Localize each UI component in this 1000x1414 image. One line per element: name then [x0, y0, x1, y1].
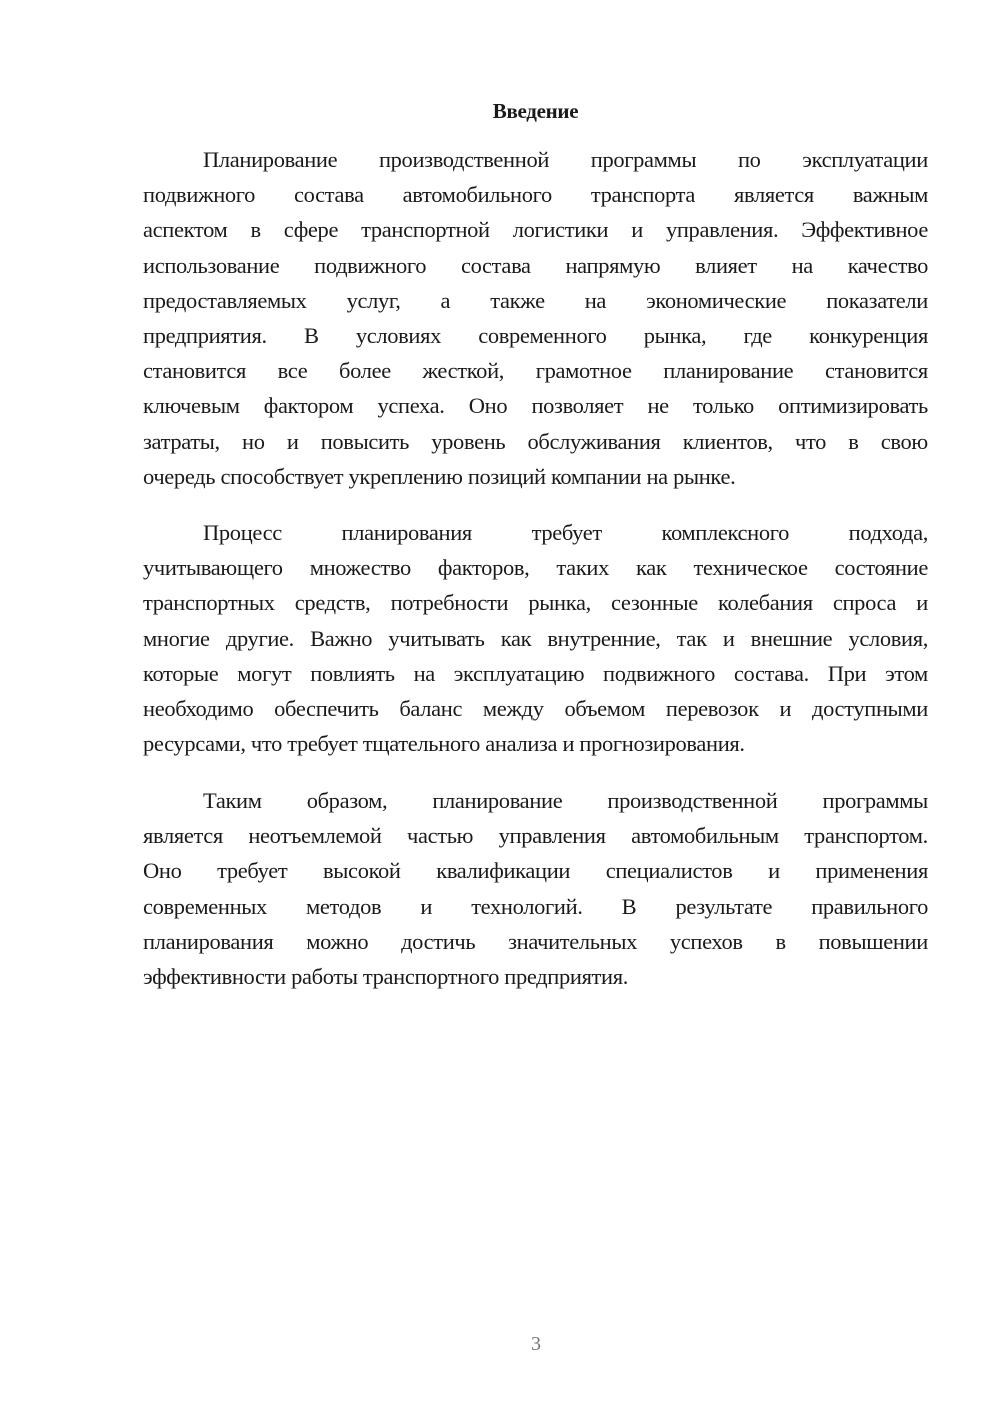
text-line: необходимо обеспечить баланс между объемом перевозок и доступными [143, 695, 928, 721]
text-line: подвижного состава автомобильного транспорта является важным [143, 182, 928, 208]
text-line: планирования можно достичь значительных успехов в повышении [143, 928, 928, 954]
text-line: очередь способствует укреплению позиций компании на рынке. [143, 463, 736, 489]
text-line: Процесс планирования требует комплексного подхода, [203, 520, 928, 545]
text-line: Планирование производственной программы по эксплуатации [203, 147, 928, 172]
text-line: Оно требует высокой квалификации специалистов и применения [143, 858, 928, 884]
page-number: 3 [531, 1333, 541, 1355]
text-line: современных методов и технологий. В результате правильного [143, 893, 928, 919]
section-title: Введение [492, 99, 579, 123]
text-line: ключевым фактором успеха. Оно позволяет не только оптимизировать [143, 393, 928, 419]
text-line: ресурсами, что требует тщательного анализа и прогнозирования. [143, 731, 745, 757]
text-line: использование подвижного состава напрямую влияет на качество [143, 252, 928, 278]
text-line: транспортных средств, потребности рынка, сезонные колебания спроса и [143, 590, 928, 616]
paragraph-1 [143, 142, 928, 494]
text-line: многие другие. Важно учитывать как внутренние, так и внешние условия, [143, 625, 928, 651]
text-line: аспектом в сфере транспортной логистики и управления. Эффективное [143, 217, 928, 243]
text-line: эффективности работы транспортного предприятия. [143, 963, 629, 989]
text-line: предприятия. В условиях современного рынка, где конкуренция [143, 322, 928, 348]
paragraph-3 [143, 783, 928, 994]
text-line: является неотъемлемой частью управления автомобильным транспортом. [143, 823, 928, 849]
text-line: предоставляемых услуг, а также на экономические показатели [143, 287, 928, 313]
text-line: затраты, но и повысить уровень обслуживания клиентов, что в свою [143, 428, 928, 454]
text-line: становится все более жесткой, грамотное планирование становится [143, 358, 928, 384]
text-line: учитывающего множество факторов, таких как техническое состояние [143, 555, 928, 581]
text-line: Таким образом, планирование производственной программы [203, 788, 928, 813]
paragraph-2 [143, 515, 928, 761]
text-line: которые могут повлиять на эксплуатацию подвижного состава. При этом [143, 660, 928, 686]
